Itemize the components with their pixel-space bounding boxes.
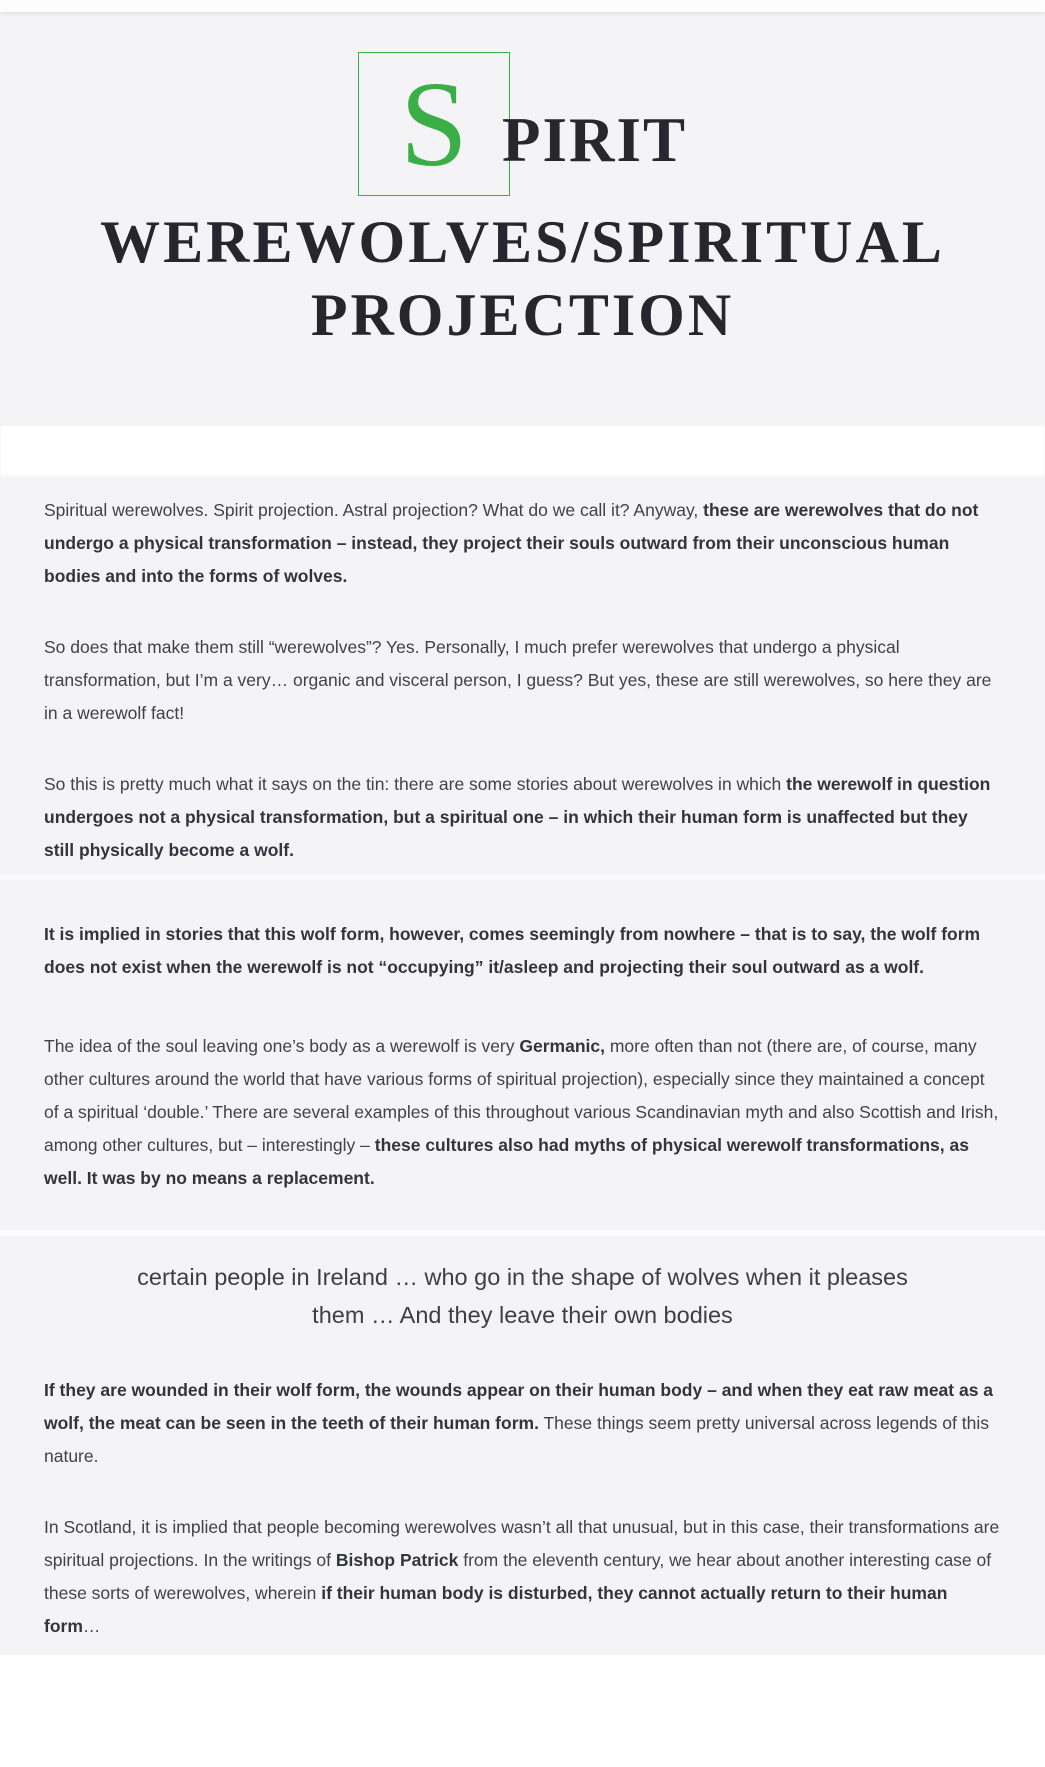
- pull-quote: certain people in Ireland … who go in the shape of wolves when it pleases them … And they leave their own bodies: [137, 1264, 908, 1329]
- paragraph-1: [44, 494, 1001, 593]
- paragraph-6: [44, 1374, 1001, 1473]
- paragraph-7-bold-2: if their human body is disturbed, they cannot actually return to their human form: [44, 1583, 948, 1637]
- paragraph-5-text-1: The idea of the soul leaving one’s body as a werewolf is very: [44, 1036, 520, 1057]
- paragraph-7-bold-1: Bishop Patrick: [335, 1550, 459, 1571]
- paragraph-7-text-2: from the eleventh century, we hear about another interesting case of these sorts of werewolves, wherein: [44, 1550, 992, 1604]
- section-seam-2: [0, 1229, 1045, 1236]
- paragraph-5-bold-2: these cultures also had myths of physical werewolf transformations, as well. It was by no means a replacement.: [44, 1135, 969, 1189]
- paragraph-3-text: So this is pretty much what it says on the tin: there are some stories about werewolves in which: [44, 774, 787, 795]
- paragraph-1-bold: these are werewolves that do not undergo a physical transformation – instead, they project their souls outward from their unconscious human bodies and into the forms of wolves.: [44, 500, 979, 587]
- logo-wordmark-rest: PIRIT: [501, 105, 688, 175]
- paragraph-1-text: Spiritual werewolves. Spirit projection. Astral projection? What do we call it? Anyway,: [44, 500, 704, 521]
- paragraph-6-bold: If they are wounded in their wolf form, the wounds appear on their human body – and when they eat raw meat as a wolf, the meat can be seen in the teeth of their human form.: [44, 1380, 994, 1434]
- header-section: [0, 12, 1045, 426]
- paragraph-5: [44, 1030, 1001, 1195]
- article-section-2: [0, 880, 1045, 1229]
- paragraph-2: [44, 631, 1001, 730]
- paragraph-2-text: So does that make them still “werewolves”? Yes. Personally, I much prefer werewolves that undergo a physical transformation, but I’m a very… organic and visceral person, I guess? But yes, these are still werewolves, so here they are in a werewolf fact!: [44, 637, 992, 724]
- top-white-bar: [0, 0, 1045, 12]
- logo-initial-box: [358, 52, 510, 196]
- paragraph-5-text-2: more often than not (there are, of course, many other cultures around the world that have various forms of spiritual projection), especially since they maintained a concept of a spiritual ‘double.’ There are several examples of this throughout various Scandinavian myth and also Scottish and Irish, among other cultures, but – interestingly –: [44, 1036, 999, 1156]
- logo-initial-letter: S: [400, 57, 468, 193]
- paragraph-3: [44, 768, 1001, 867]
- bottom-white-space: [0, 1655, 1045, 1689]
- paragraph-3-bold: the werewolf in question undergoes not a physical transformation, but a spiritual one – in which their human form is unaffected but they still physically become a wolf.: [44, 774, 991, 861]
- paragraph-7-text-1: In Scotland, it is implied that people becoming werewolves wasn’t all that unusual, but in this case, their transformations are spiritual projections. In the writings of: [44, 1517, 1000, 1571]
- site-logo[interactable]: [0, 52, 1045, 196]
- section-seam-1: [0, 873, 1045, 880]
- paragraph-7-text-3: …: [82, 1616, 101, 1637]
- article-section-1: [0, 478, 1045, 873]
- article-section-3: [0, 1236, 1045, 1655]
- page-title: WEREWOLVES/SPIRITUAL PROJECTION: [100, 209, 945, 349]
- header-content-divider: [0, 426, 1045, 478]
- paragraph-7: [44, 1511, 1001, 1643]
- paragraph-4: It is implied in stories that this wolf form, however, comes seemingly from nowhere – that is to say, the wolf form does not exist when the werewolf is not “occupying” it/asleep and projecting their soul outward as a wolf.: [44, 924, 981, 978]
- paragraph-5-bold-1: Germanic,: [519, 1036, 605, 1057]
- paragraph-6-text: These things seem pretty universal across legends of this nature.: [44, 1413, 989, 1467]
